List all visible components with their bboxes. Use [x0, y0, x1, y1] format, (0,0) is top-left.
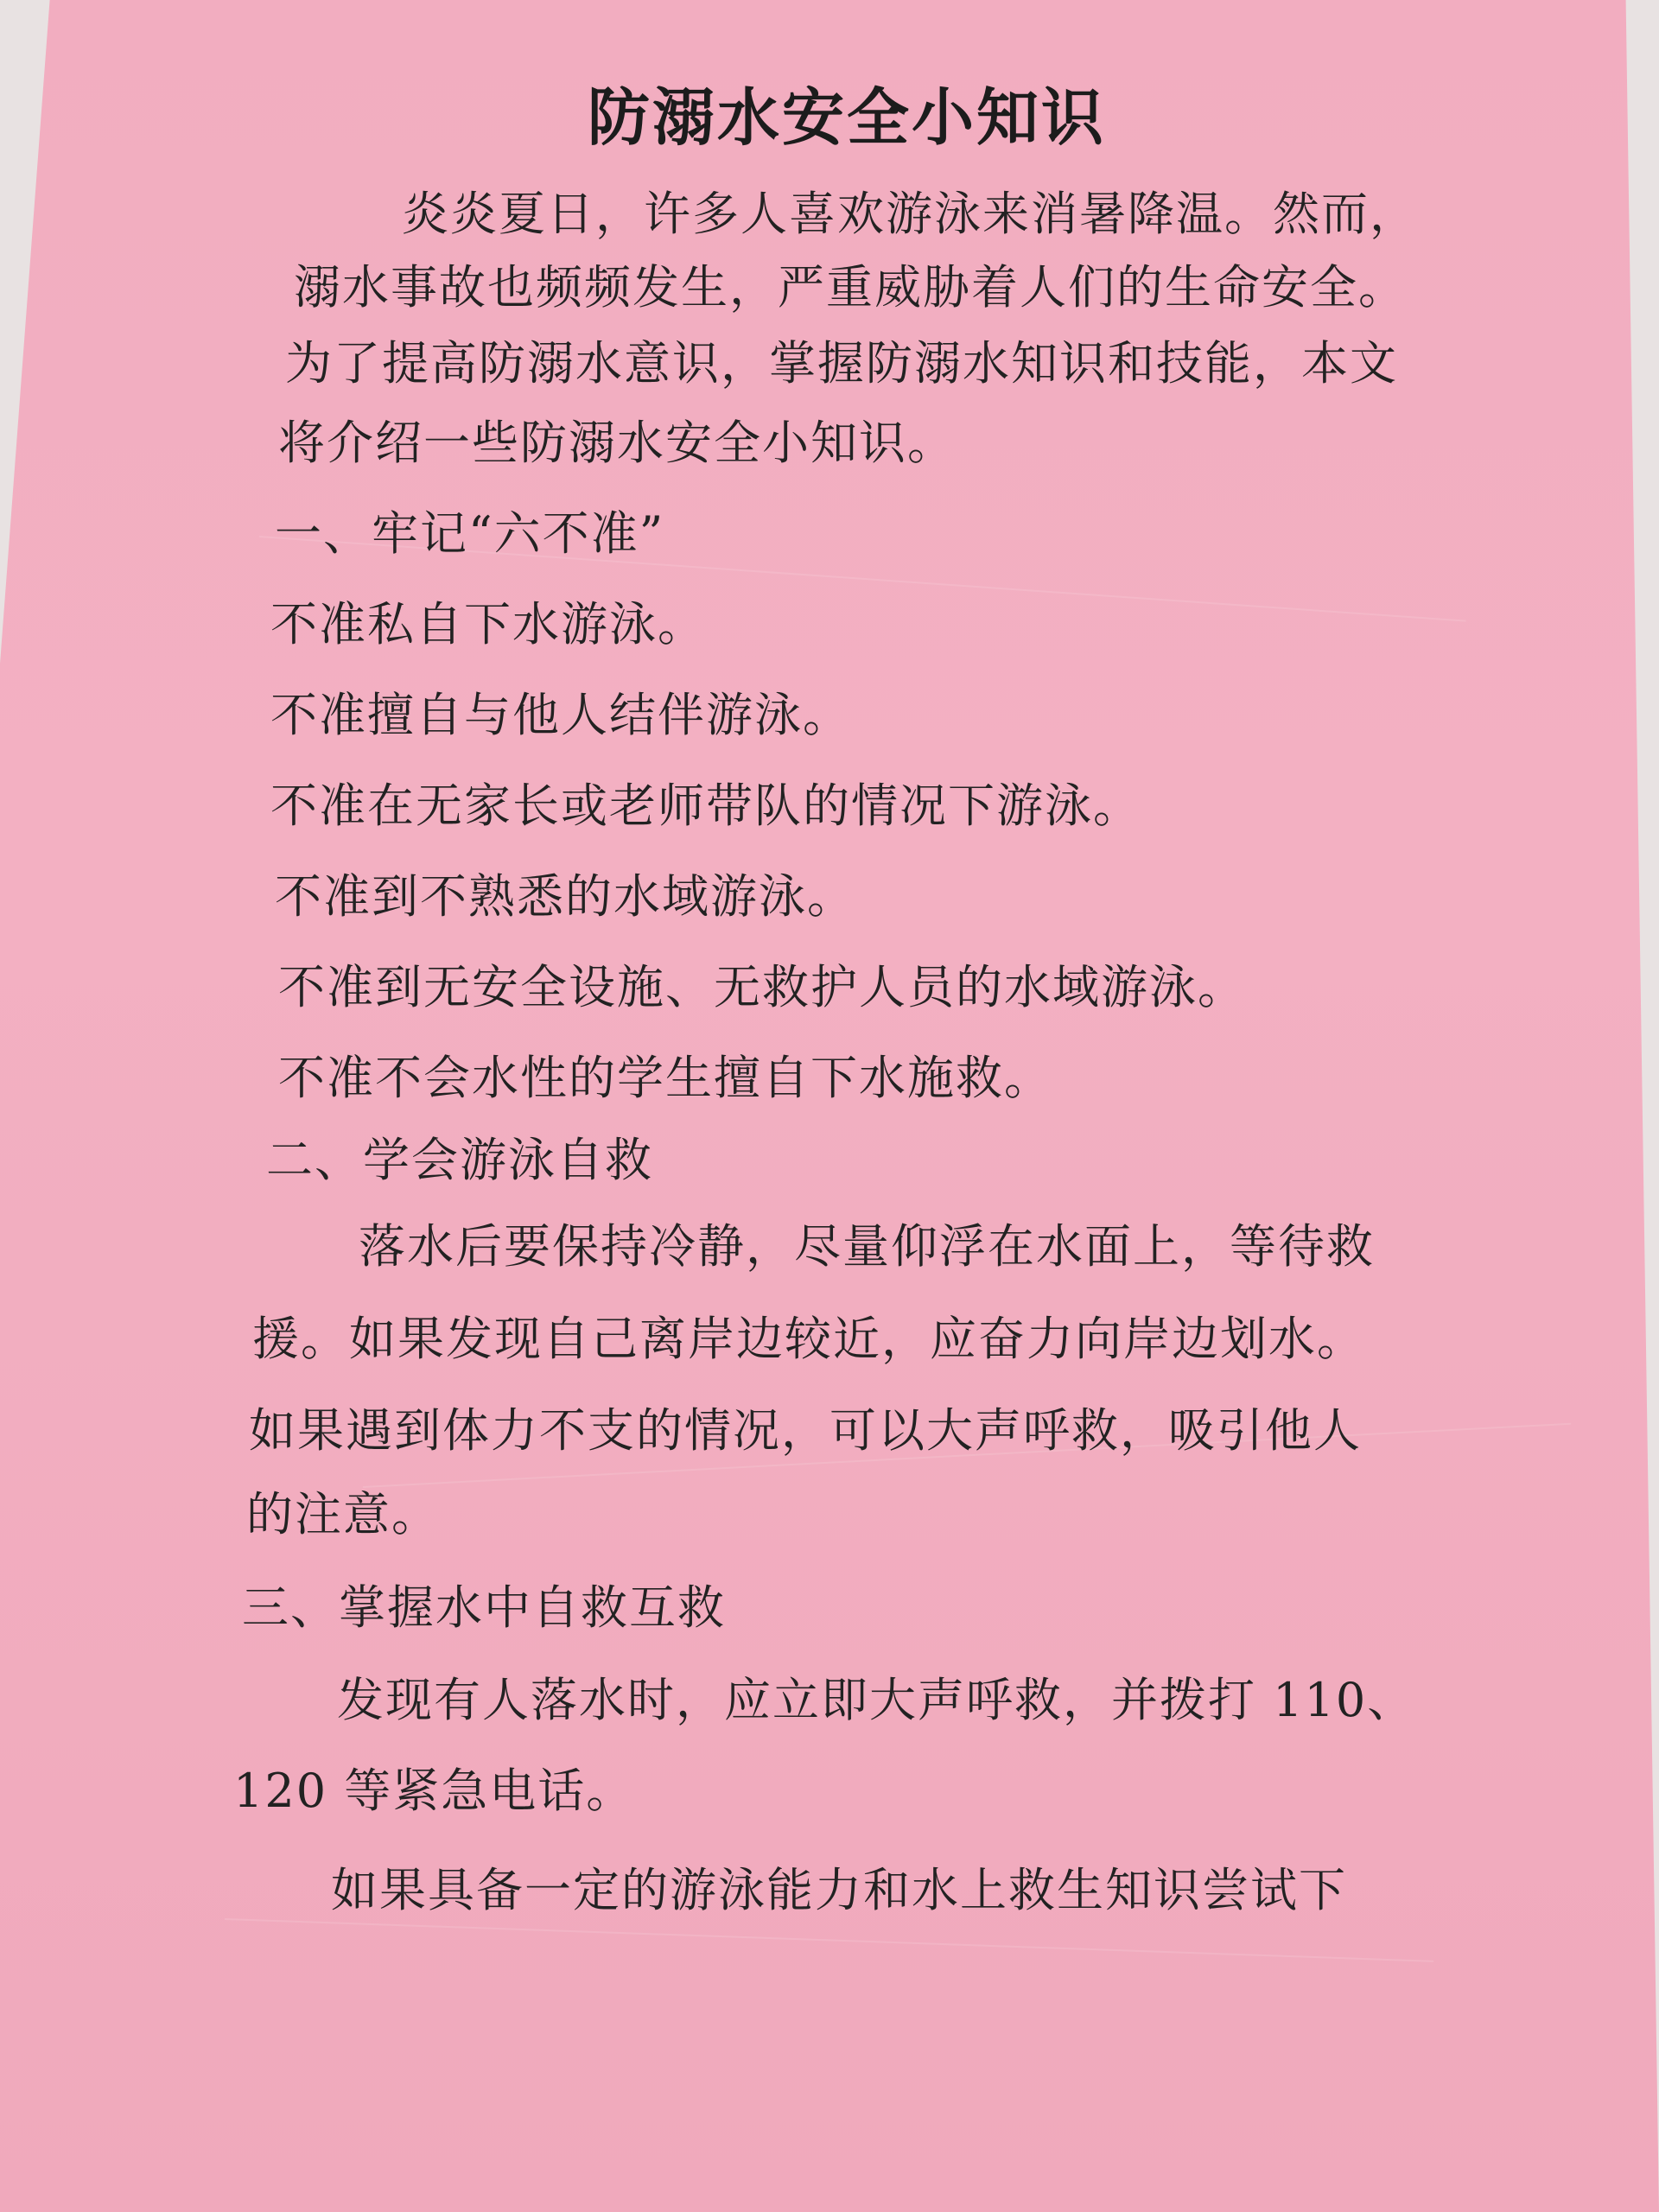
section2-line-2: 援。如果发现自己离岸边较近，应奋力向岸边划水。 [252, 1312, 1365, 1366]
section2-line-1: 落水后要保持冷静，尽量仰浮在水面上，等待救 [359, 1219, 1375, 1274]
rule-item-6: 不准不会水性的学生擅自下水施救。 [278, 1051, 1052, 1105]
section2-line-4: 的注意。 [246, 1487, 440, 1541]
document-title: 防溺水安全小知识 [588, 80, 1107, 154]
section3-heading: 三、掌握水中自救互救 [242, 1580, 726, 1635]
rule-item-3: 不准在无家长或老师带队的情况下游泳。 [270, 779, 1141, 833]
rule-item-4: 不准到不熟悉的水域游泳。 [275, 869, 855, 924]
rule-item-2: 不准擅自与他人结伴游泳。 [270, 688, 851, 742]
section3-line-2: 120 等紧急电话。 [233, 1764, 635, 1818]
section2-line-3: 如果遇到体力不支的情况，可以大声呼救，吸引他人 [249, 1403, 1362, 1458]
section3-line-1: 发现有人落水时，应立即大声呼救，并拨打 110、 [337, 1673, 1416, 1727]
intro-line-2: 溺水事故也频频发生，严重威胁着人们的生命安全。 [294, 260, 1407, 315]
intro-line-3: 为了提高防溺水意识，掌握防溺水知识和技能，本文 [285, 336, 1398, 391]
intro-line-4: 将介绍一些防溺水安全小知识。 [278, 416, 956, 470]
intro-line-1: 炎炎夏日，许多人喜欢游泳来消暑降温。然而， [402, 187, 1418, 241]
section3-line-3: 如果具备一定的游泳能力和水上救生知识尝试下 [331, 1863, 1347, 1917]
section2-heading: 二、学会游泳自救 [266, 1133, 653, 1187]
rule-item-5: 不准到无安全设施、无救护人员的水域游泳。 [278, 960, 1246, 1014]
section1-heading: 一、牢记“六不准” [275, 506, 665, 561]
rule-item-1: 不准私自下水游泳。 [270, 597, 706, 652]
